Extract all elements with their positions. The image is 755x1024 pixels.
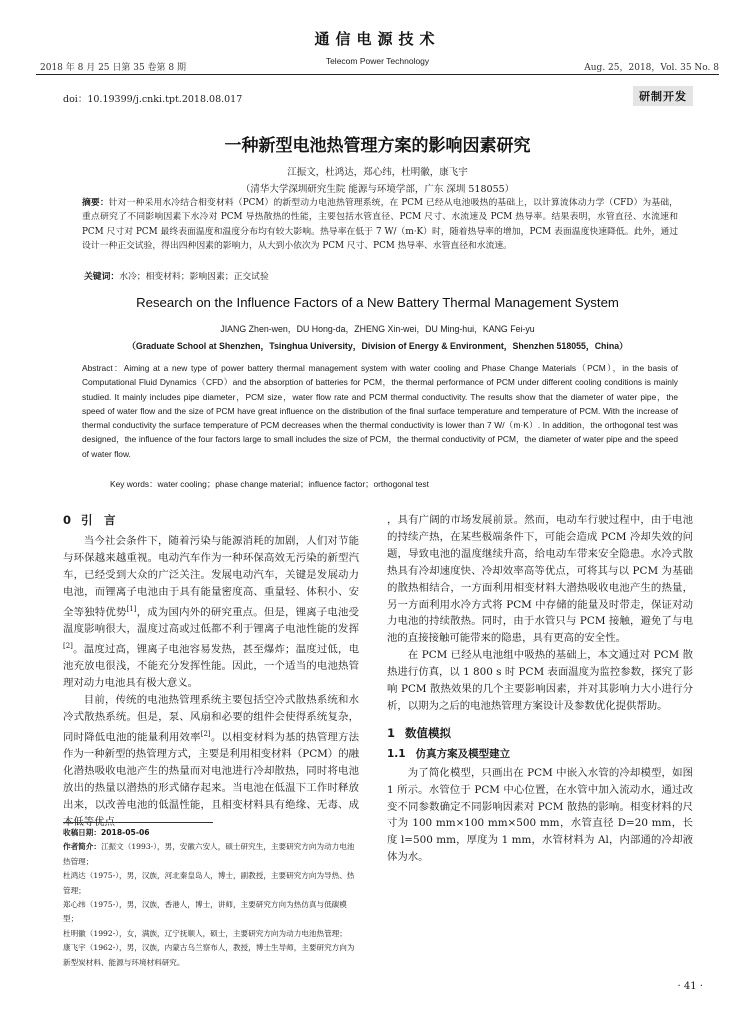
- affiliation-en: （Graduate School at Shenzhen，Tsinghua University，Division of Energy & Environment，Shenzhen 518055，China）: [127, 341, 628, 351]
- author-bio-3: 郑心纬（1975-），男，汉族，香港人，博士，讲师，主要研究方向为热仿真与低碳模型；: [63, 900, 347, 924]
- body-column-left: [63, 512, 359, 831]
- title-en: Research on the Influence Factors of a New Battery Thermal Management System: [136, 295, 619, 310]
- intro-paragraph-3: 在 PCM 已经从电池组中吸热的基础上，本文通过对 PCM 散热进行仿真，以 1 800 s 时 PCM 表面温度为监控参数，探究了影响 PCM 散热效果的几个主要影响因素，并对其影响力大小进行分析，以期为之后的电池热管理方案设计及参数优化提供帮助。: [387, 649, 693, 712]
- abstract-cn-text: 针对一种采用水冷结合相变材料（PCM）的新型动力电池热管理系统，在 PCM 已经从电池吸热的基础上，以计算流体动力学（CFD）为基础，重点研究了不同影响因素下水冷对 PCM 导热散热的性能，主要包括水管直径、PCM 尺寸、水流速及 PCM 热导率。结果表明，水管直径、水流速和 PCM 尺寸对 PCM 最终表面温度和温度分布均有较大影响。热导率在低于 7 W/（m·K）时，随着热导率的增加，PCM 表面温度快速降低。此外，通过设计一种正交试验，得出四种因素的影响力，从大到小依次为 PCM 尺寸、PCM 热导率、水管直径和水流速。: [82, 198, 678, 252]
- abstract-en-label: Abstract：: [82, 363, 124, 373]
- journal-name: 通信电源技术: [314, 30, 441, 48]
- subsection-heading: [387, 746, 693, 763]
- footnotes: [63, 826, 359, 970]
- abstract-cn-label: 摘要：: [82, 198, 109, 208]
- keywords-cn: [84, 269, 269, 282]
- citation: [1]: [126, 604, 137, 613]
- sim-paragraph-1: 为了简化模型，只画出在 PCM 中嵌入水管的冷却模型，如图 1 所示。水管位于 PCM 中心位置，在水管中加入流动水，通过改变不同参数确定不同影响因素对 PCM 散热的影响。相变材料的尺寸为 100 mm×100 mm×500 mm，水管直径 D=20 mm，长度 l=500 mm，厚度为 1 mm，水管材料为 Al，内部通的冷却液体为水。: [387, 766, 693, 864]
- header-divider: [36, 74, 719, 75]
- subsection-number: 1.1: [387, 747, 406, 760]
- section-tag: 研制开发: [633, 86, 693, 106]
- text-run: 江振文（1993-），男，安徽六安人，硕士研究生，主要研究方向为动力电池热管理；: [63, 842, 355, 866]
- section-title: 引 言: [81, 513, 116, 527]
- author-bio-2: 杜鸿达（1975-），男，汉族，河北秦皇岛人，博士，副教授，主要研究方向为导热、热管理；: [63, 871, 355, 895]
- keywords-en-text: water cooling；phase change material；influence factor；orthogonal test: [157, 479, 429, 489]
- citation: [2]: [63, 641, 73, 650]
- journal-name-en: Telecom Power Technology: [325, 56, 430, 66]
- issue-date-en: Aug. 25，2018，Vol. 35 No. 8: [584, 63, 719, 73]
- text-run: 当今社会条件下，随着污染与能源消耗的加剧，人们对节能与环保越来越重视。电动汽车作为一种环保高效无污染的新型汽车，已经受到大众的广泛关注。发展电动汽车，关键是发展动力电池，而锂离子电池由于具有能量密度高、重量轻、体积小、安全等独特优势: [63, 534, 359, 618]
- author-bio-1: [63, 840, 359, 869]
- page-number: · 41 ·: [677, 981, 703, 992]
- authors-en: JIANG Zhen-wen，DU Hong-da，ZHENG Xin-wei，DU Ming-hui，KANG Fei-yu: [220, 324, 535, 334]
- keywords-en: [110, 478, 429, 490]
- doi: doi：10.19399/j.cnki.tpt.2018.08.017: [63, 94, 243, 105]
- footnote-divider: [63, 822, 213, 823]
- text-run: 。以相变材料为基的热管理方法作为一种新型的热管理方式，主要是利用相变材料（PCM）的融化潜热吸收电池产生的热量而对电池进行冷却散热，同时将电池放出的热量以潜热的形式储存起来。当电池在低温下工作时释放出来，以改善电池的低温性能，且相变材料具有绝缘、无毒、成本低等优点: [63, 731, 360, 828]
- intro-paragraph-2: [63, 692, 359, 831]
- section-title: 数值模拟: [405, 725, 452, 740]
- abstract-en-text: Aiming at a new type of power battery thermal management system with water cooling and Phase Change Materials（PCM），in the basis of Computational Fluid Dynamics（CFD）and the absorption of batteries for PCM，the thermal performance of PCM under different cooling conditions is mainly studied. It mainly includes pipe diameter，PCM size，water flow rate and PCM thermal conductivity. The results show that the diameter of water pipe，the speed of water flow and the size of PCM have great influence on the distribution of the final surface temperature and temperature of PCM. With the increase of thermal conductivity the surface temperature of PCM decreases when the thermal conductivity is lower than 7 W/（m·K）. In addition，the orthogonal test was designed，the influence of the four factors large to small includes the size of PCM，the thermal conductivity of PCM，the diameter of water pipe and the speed of water flow.: [82, 363, 678, 459]
- author-bio-label: 作者简介：: [63, 842, 101, 852]
- text-run: 。温度过高，锂离子电池容易发热，甚至爆炸；温度过低，电池充放电很浅，不能充分发挥性能。因此，一个适当的电池热管理对动力电池具有极大意义。: [63, 643, 359, 690]
- author-bio-5: 康飞宇（1962-），男，汉族，内蒙古乌兰察布人，教授，博士生导师，主要研究方向为新型炭材料、能源与环境材料研究。: [63, 943, 355, 967]
- title-cn: 一种新型电池热管理方案的影响因素研究: [224, 136, 531, 156]
- authors-cn: 江振文，杜鸿达，郑心纬，杜明徽，康飞宇: [287, 167, 468, 178]
- subsection-title: 仿真方案及模型建立: [415, 747, 511, 760]
- intro-paragraph-1: [63, 533, 359, 692]
- text-run: ，成为国内外的研究重点。但是，锂离子电池受温度影响很大，温度过高或过低都不利于锂离子电池性能的发挥: [63, 606, 360, 635]
- intro-paragraph-2-cont: [387, 512, 693, 647]
- abstract-en: [82, 361, 678, 461]
- keywords-en-label: Key words：: [110, 479, 158, 489]
- keywords-cn-text: 水冷；相变材料；影响因素；正交试验: [119, 272, 269, 282]
- section-number: 1: [387, 725, 396, 740]
- author-bio-4: 杜明徽（1992-），女，满族，辽宁抚顺人，硕士，主要研究方向为动力电池热管理；: [63, 928, 347, 938]
- abstract-cn: [82, 196, 678, 254]
- section-number: 0: [63, 513, 72, 527]
- text-run: 目前，传统的电池热管理系统主要包括空冷式散热系统和水冷式散热系统。但是，泵、风扇和必要的组件会使得系统复杂，同时降低电池的能量利用效率: [63, 694, 359, 744]
- section-heading-intro: [63, 512, 359, 529]
- citation: [2]: [200, 729, 211, 738]
- keywords-cn-label: 关键词：: [84, 272, 120, 282]
- received-date: 收稿日期：2018-05-06: [63, 828, 150, 837]
- body-column-right: [387, 512, 693, 866]
- issue-date-cn: 2018 年 8 月 25 日第 35 卷第 8 期: [40, 63, 187, 73]
- affiliation-cn: （清华大学深圳研究生院 能源与环境学部，广东 深圳 518055）: [240, 184, 515, 195]
- text-run: ，具有广阔的市场发展前景。然而，电动车行驶过程中，由于电池的持续产热，在某些极端条件下，可能会造成 PCM 冷却失效的问题，导致电池的温度继续升高，给电动车带来安全隐患。水冷式散热具有冷却速度快、冷却效率高等优点，可将其与以 PCM 为基础的散热相结合，一方面利用相变材料大潜热吸收电池产生的热量，另一方面利用水冷方式将 PCM 中存储的能量及时带走，保证对动力电池的持续散热。同时，由于水管只与 PCM 接触，避免了与电池的直接接触可能带来的隐患，具有更高的安全性。: [387, 514, 693, 645]
- section-heading-sim: [387, 725, 693, 742]
